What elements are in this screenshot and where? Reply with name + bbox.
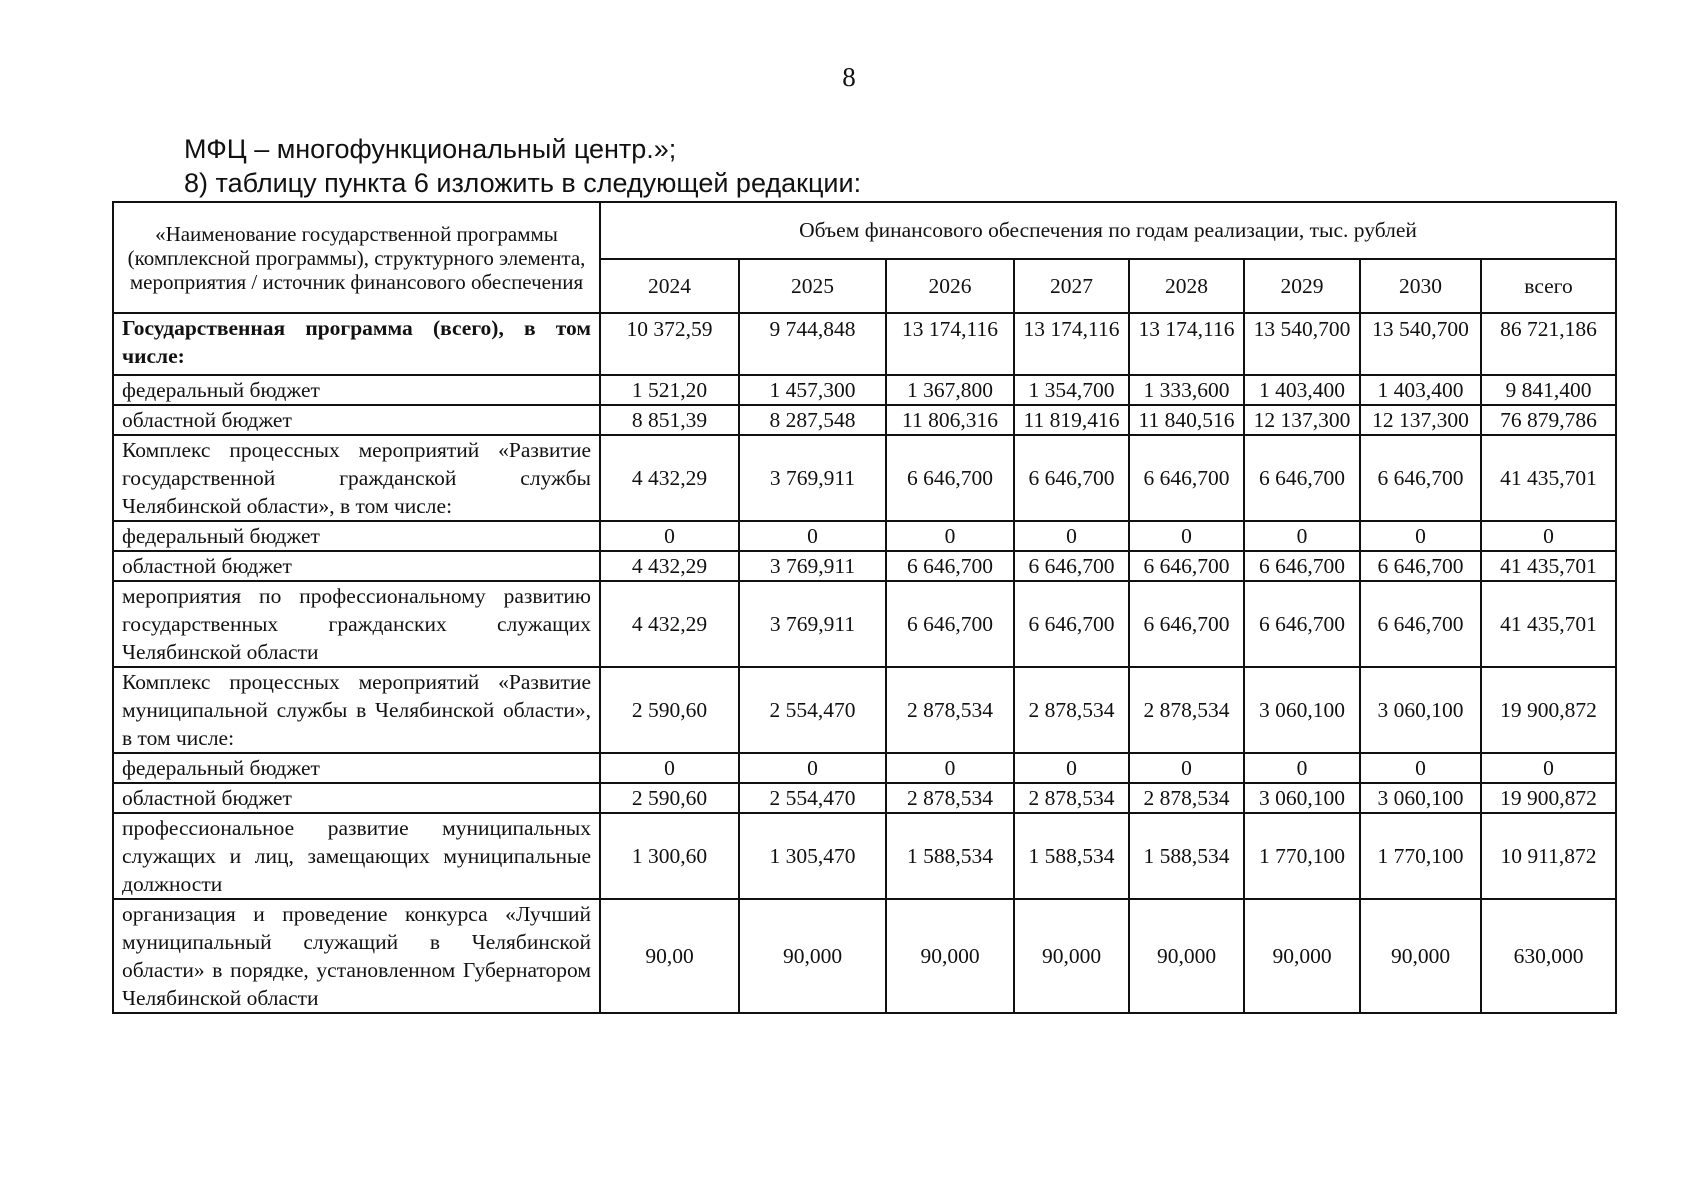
value-cell: 1 521,20: [600, 375, 739, 405]
total-cell: 0: [1481, 521, 1616, 551]
value-cell: 4 432,29: [600, 551, 739, 581]
total-cell: 19 900,872: [1481, 667, 1616, 753]
value-cell: 2 590,60: [600, 667, 739, 753]
value-cell: 6 646,700: [886, 581, 1014, 667]
value-cell: 6 646,700: [1360, 435, 1481, 521]
table-row: [113, 551, 1616, 581]
value-cell: 6 646,700: [1244, 435, 1360, 521]
value-cell: 2 878,534: [1129, 667, 1244, 753]
table-row: [113, 521, 1616, 551]
total-cell: 86 721,186: [1481, 313, 1616, 375]
row-name: федеральный бюджет: [113, 521, 600, 551]
value-cell: 6 646,700: [1129, 551, 1244, 581]
value-cell: 6 646,700: [1014, 581, 1129, 667]
value-cell: 1 588,534: [1129, 813, 1244, 899]
value-cell: 1 770,100: [1244, 813, 1360, 899]
total-cell: 41 435,701: [1481, 581, 1616, 667]
value-cell: 12 137,300: [1244, 405, 1360, 435]
value-cell: 3 060,100: [1360, 667, 1481, 753]
value-cell: 90,000: [1014, 899, 1129, 1013]
value-cell: 1 457,300: [739, 375, 886, 405]
row-name: Комплекс процессных мероприятий «Развитие муниципальной службы в Челябинской области», в том числе:: [113, 667, 600, 753]
value-cell: 6 646,700: [886, 551, 1014, 581]
year-header: 2029: [1244, 259, 1360, 313]
value-cell: 1 403,400: [1244, 375, 1360, 405]
year-header: 2024: [600, 259, 739, 313]
year-header: 2028: [1129, 259, 1244, 313]
value-cell: 13 174,116: [1129, 313, 1244, 375]
value-cell: 0: [1129, 521, 1244, 551]
value-cell: 90,00: [600, 899, 739, 1013]
value-cell: 0: [600, 753, 739, 783]
value-cell: 90,000: [1244, 899, 1360, 1013]
value-cell: 90,000: [739, 899, 886, 1013]
value-cell: 2 590,60: [600, 783, 739, 813]
value-cell: 1 588,534: [1014, 813, 1129, 899]
value-cell: 1 588,534: [886, 813, 1014, 899]
value-cell: 6 646,700: [1360, 581, 1481, 667]
row-name: Государственная программа (всего), в том числе:: [113, 313, 600, 375]
intro-line-2: 8) таблицу пункта 6 изложить в следующей редакции:: [184, 168, 862, 198]
value-cell: 13 174,116: [1014, 313, 1129, 375]
row-name: областной бюджет: [113, 783, 600, 813]
value-cell: 6 646,700: [1244, 581, 1360, 667]
value-cell: 8 851,39: [600, 405, 739, 435]
total-cell: 41 435,701: [1481, 551, 1616, 581]
row-name: федеральный бюджет: [113, 753, 600, 783]
value-cell: 3 060,100: [1244, 783, 1360, 813]
year-header: 2025: [739, 259, 886, 313]
value-cell: 1 354,700: [1014, 375, 1129, 405]
total-cell: 0: [1481, 753, 1616, 783]
value-cell: 2 554,470: [739, 783, 886, 813]
table-row: [113, 405, 1616, 435]
row-name: областной бюджет: [113, 551, 600, 581]
value-cell: 1 305,470: [739, 813, 886, 899]
value-cell: 3 060,100: [1360, 783, 1481, 813]
value-cell: 0: [739, 753, 886, 783]
value-cell: 6 646,700: [1129, 581, 1244, 667]
value-cell: 1 403,400: [1360, 375, 1481, 405]
value-cell: 0: [886, 521, 1014, 551]
table-row: [113, 435, 1616, 521]
value-cell: 6 646,700: [1129, 435, 1244, 521]
value-cell: 6 646,700: [1014, 435, 1129, 521]
total-cell: 41 435,701: [1481, 435, 1616, 521]
value-cell: 2 554,470: [739, 667, 886, 753]
value-cell: 3 060,100: [1244, 667, 1360, 753]
value-cell: 0: [1360, 753, 1481, 783]
table-row: [113, 753, 1616, 783]
table-row: [113, 581, 1616, 667]
value-cell: 3 769,911: [739, 435, 886, 521]
value-cell: 0: [1360, 521, 1481, 551]
value-cell: 6 646,700: [1014, 551, 1129, 581]
value-cell: 6 646,700: [886, 435, 1014, 521]
year-header: 2030: [1360, 259, 1481, 313]
row-name: областной бюджет: [113, 405, 600, 435]
value-cell: 11 840,516: [1129, 405, 1244, 435]
value-cell: 11 806,316: [886, 405, 1014, 435]
value-cell: 2 878,534: [1014, 667, 1129, 753]
row-name: мероприятия по профессиональному развитию государственных гражданских служащих Челябинской области: [113, 581, 600, 667]
value-cell: 4 432,29: [600, 581, 739, 667]
value-cell: 13 540,700: [1244, 313, 1360, 375]
total-cell: 630,000: [1481, 899, 1616, 1013]
total-cell: 76 879,786: [1481, 405, 1616, 435]
value-cell: 1 367,800: [886, 375, 1014, 405]
total-cell: 9 841,400: [1481, 375, 1616, 405]
table-row: [113, 813, 1616, 899]
financing-volume-header: Объем финансового обеспечения по годам реализации, тыс. рублей: [600, 202, 1616, 259]
value-cell: 0: [1244, 521, 1360, 551]
value-cell: 9 744,848: [739, 313, 886, 375]
value-cell: 1 300,60: [600, 813, 739, 899]
value-cell: 90,000: [1360, 899, 1481, 1013]
value-cell: 0: [1244, 753, 1360, 783]
row-name: профессиональное развитие муниципальных служащих и лиц, замещающих муниципальные должности: [113, 813, 600, 899]
value-cell: 1 770,100: [1360, 813, 1481, 899]
table-row: [113, 667, 1616, 753]
row-name: Комплекс процессных мероприятий «Развитие государственной гражданской службы Челябинской области», в том числе:: [113, 435, 600, 521]
value-cell: 90,000: [1129, 899, 1244, 1013]
row-name: федеральный бюджет: [113, 375, 600, 405]
value-cell: 3 769,911: [739, 581, 886, 667]
value-cell: 0: [1014, 521, 1129, 551]
table-row: [113, 313, 1616, 375]
page-number: 8: [842, 62, 856, 92]
value-cell: 8 287,548: [739, 405, 886, 435]
value-cell: 6 646,700: [1360, 551, 1481, 581]
year-header: 2026: [886, 259, 1014, 313]
value-cell: 0: [1129, 753, 1244, 783]
value-cell: 2 878,534: [886, 667, 1014, 753]
value-cell: 12 137,300: [1360, 405, 1481, 435]
table-row: [113, 783, 1616, 813]
value-cell: 90,000: [886, 899, 1014, 1013]
table-row: [113, 375, 1616, 405]
name-column-header: «Наименование государственной программы (комплексной программы), структурного элемента, мероприятия / источник финансового обеспечения: [113, 202, 600, 313]
value-cell: 13 540,700: [1360, 313, 1481, 375]
value-cell: 0: [739, 521, 886, 551]
value-cell: 2 878,534: [1014, 783, 1129, 813]
value-cell: 0: [886, 753, 1014, 783]
header-row: [113, 202, 1616, 259]
value-cell: 11 819,416: [1014, 405, 1129, 435]
table-row: [113, 899, 1616, 1013]
financing-table: [112, 201, 1617, 1014]
value-cell: 13 174,116: [886, 313, 1014, 375]
row-name: организация и проведение конкурса «Лучший муниципальный служащий в Челябинской области» в порядке, установленном Губернатором Челябинской области: [113, 899, 600, 1013]
value-cell: 6 646,700: [1244, 551, 1360, 581]
year-header: 2027: [1014, 259, 1129, 313]
intro-line-1: МФЦ – многофункциональный центр.»;: [184, 134, 677, 164]
total-cell: 19 900,872: [1481, 783, 1616, 813]
value-cell: 0: [600, 521, 739, 551]
total-cell: 10 911,872: [1481, 813, 1616, 899]
total-header: всего: [1481, 259, 1616, 313]
value-cell: 2 878,534: [886, 783, 1014, 813]
value-cell: 4 432,29: [600, 435, 739, 521]
value-cell: 0: [1014, 753, 1129, 783]
value-cell: 1 333,600: [1129, 375, 1244, 405]
value-cell: 10 372,59: [600, 313, 739, 375]
value-cell: 3 769,911: [739, 551, 886, 581]
value-cell: 2 878,534: [1129, 783, 1244, 813]
